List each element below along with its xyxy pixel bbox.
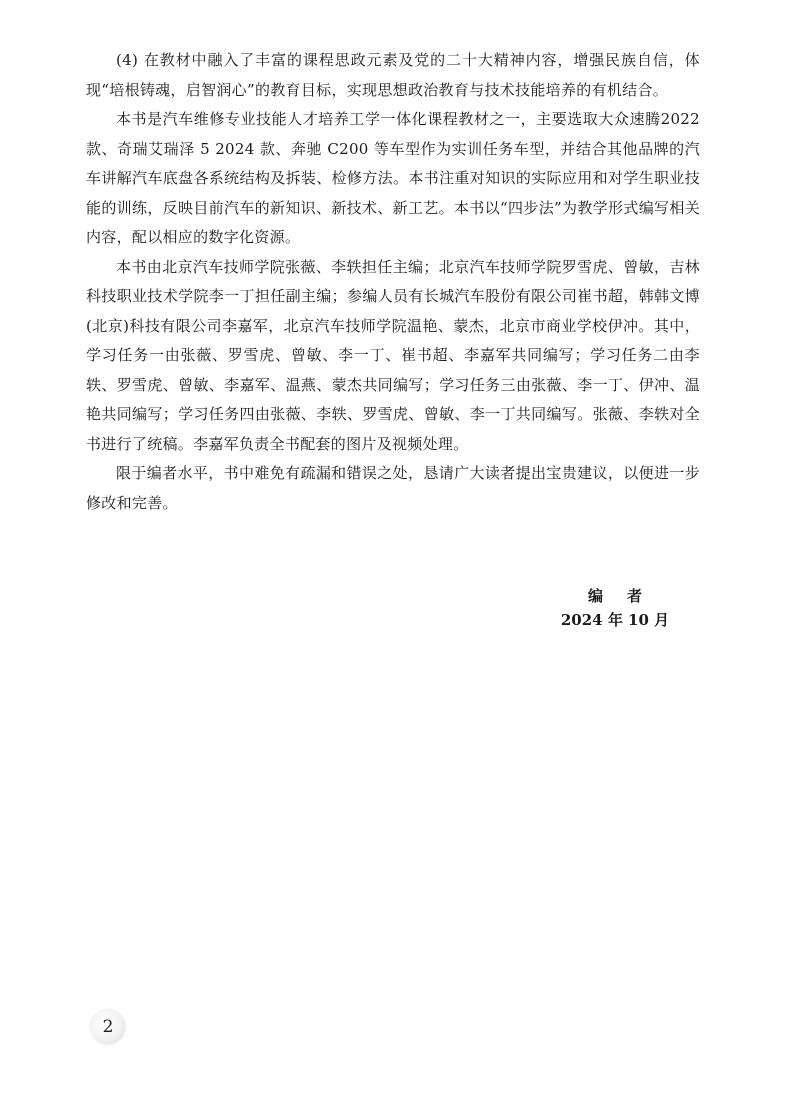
paragraph-ideology: (4) 在教材中融入了丰富的课程思政元素及党的二十大精神内容，增强民族自信，体现“培根铸魂，启智润心”的教育目标，实现思想政治教育与技术技能培养的有机结合。 xyxy=(86,51,700,99)
paragraph-closing: 限于编者水平，书中难免有疏漏和错误之处，恳请广大读者提出宝贵建议，以便进一步修改和完善。 xyxy=(86,464,700,512)
page-number: 2 xyxy=(102,1017,114,1037)
signature-date: 2024 年 10 月 xyxy=(560,611,670,629)
page-body xyxy=(86,46,700,518)
page-number-badge xyxy=(91,1010,125,1044)
paragraph-book-overview: 本书是汽车维修专业技能人才培养工学一体化课程教材之一，主要选取大众速腾2022 款、奇瑞艾瑞泽 5 2024 款、奔驰 C200 等车型作为实训任务车型，并结合其他品牌的汽车讲解汽车底盘各系统结构及拆装、检修方法。本书注重对知识的实际应用和对学生职业技能的训练，反映目前汽车的新知识、新技术、新工艺。本书以“四步法”为教学形式编写相关内容，配以相应的数字化资源。 xyxy=(86,110,700,246)
signature-block xyxy=(540,584,690,632)
paragraph-authors: 本书由北京汽车技师学院张薇、李轶担任主编；北京汽车技师学院罗雪虎、曾敏，吉林科技职业技术学院李一丁担任副主编；参编人员有长城汽车股份有限公司崔书超，韩韩文博(北京)科技有限公司李嘉军，北京汽车技师学院温艳、蒙杰，北京市商业学校伊冲。其中，学习任务一由张薇、罗雪虎、曾敏、李一丁、崔书超、李嘉军共同编写；学习任务二由李轶、罗雪虎、曾敏、李嘉军、温燕、蒙杰共同编写；学习任务三由张薇、李一丁、伊冲、温艳共同编写；学习任务四由张薇、李轶、罗雪虎、曾敏、李一丁共同编写。张薇、李轶对全书进行了统稿。李嘉军负责全书配套的图片及视频处理。 xyxy=(86,257,700,453)
signature-author: 编者 xyxy=(587,587,666,605)
